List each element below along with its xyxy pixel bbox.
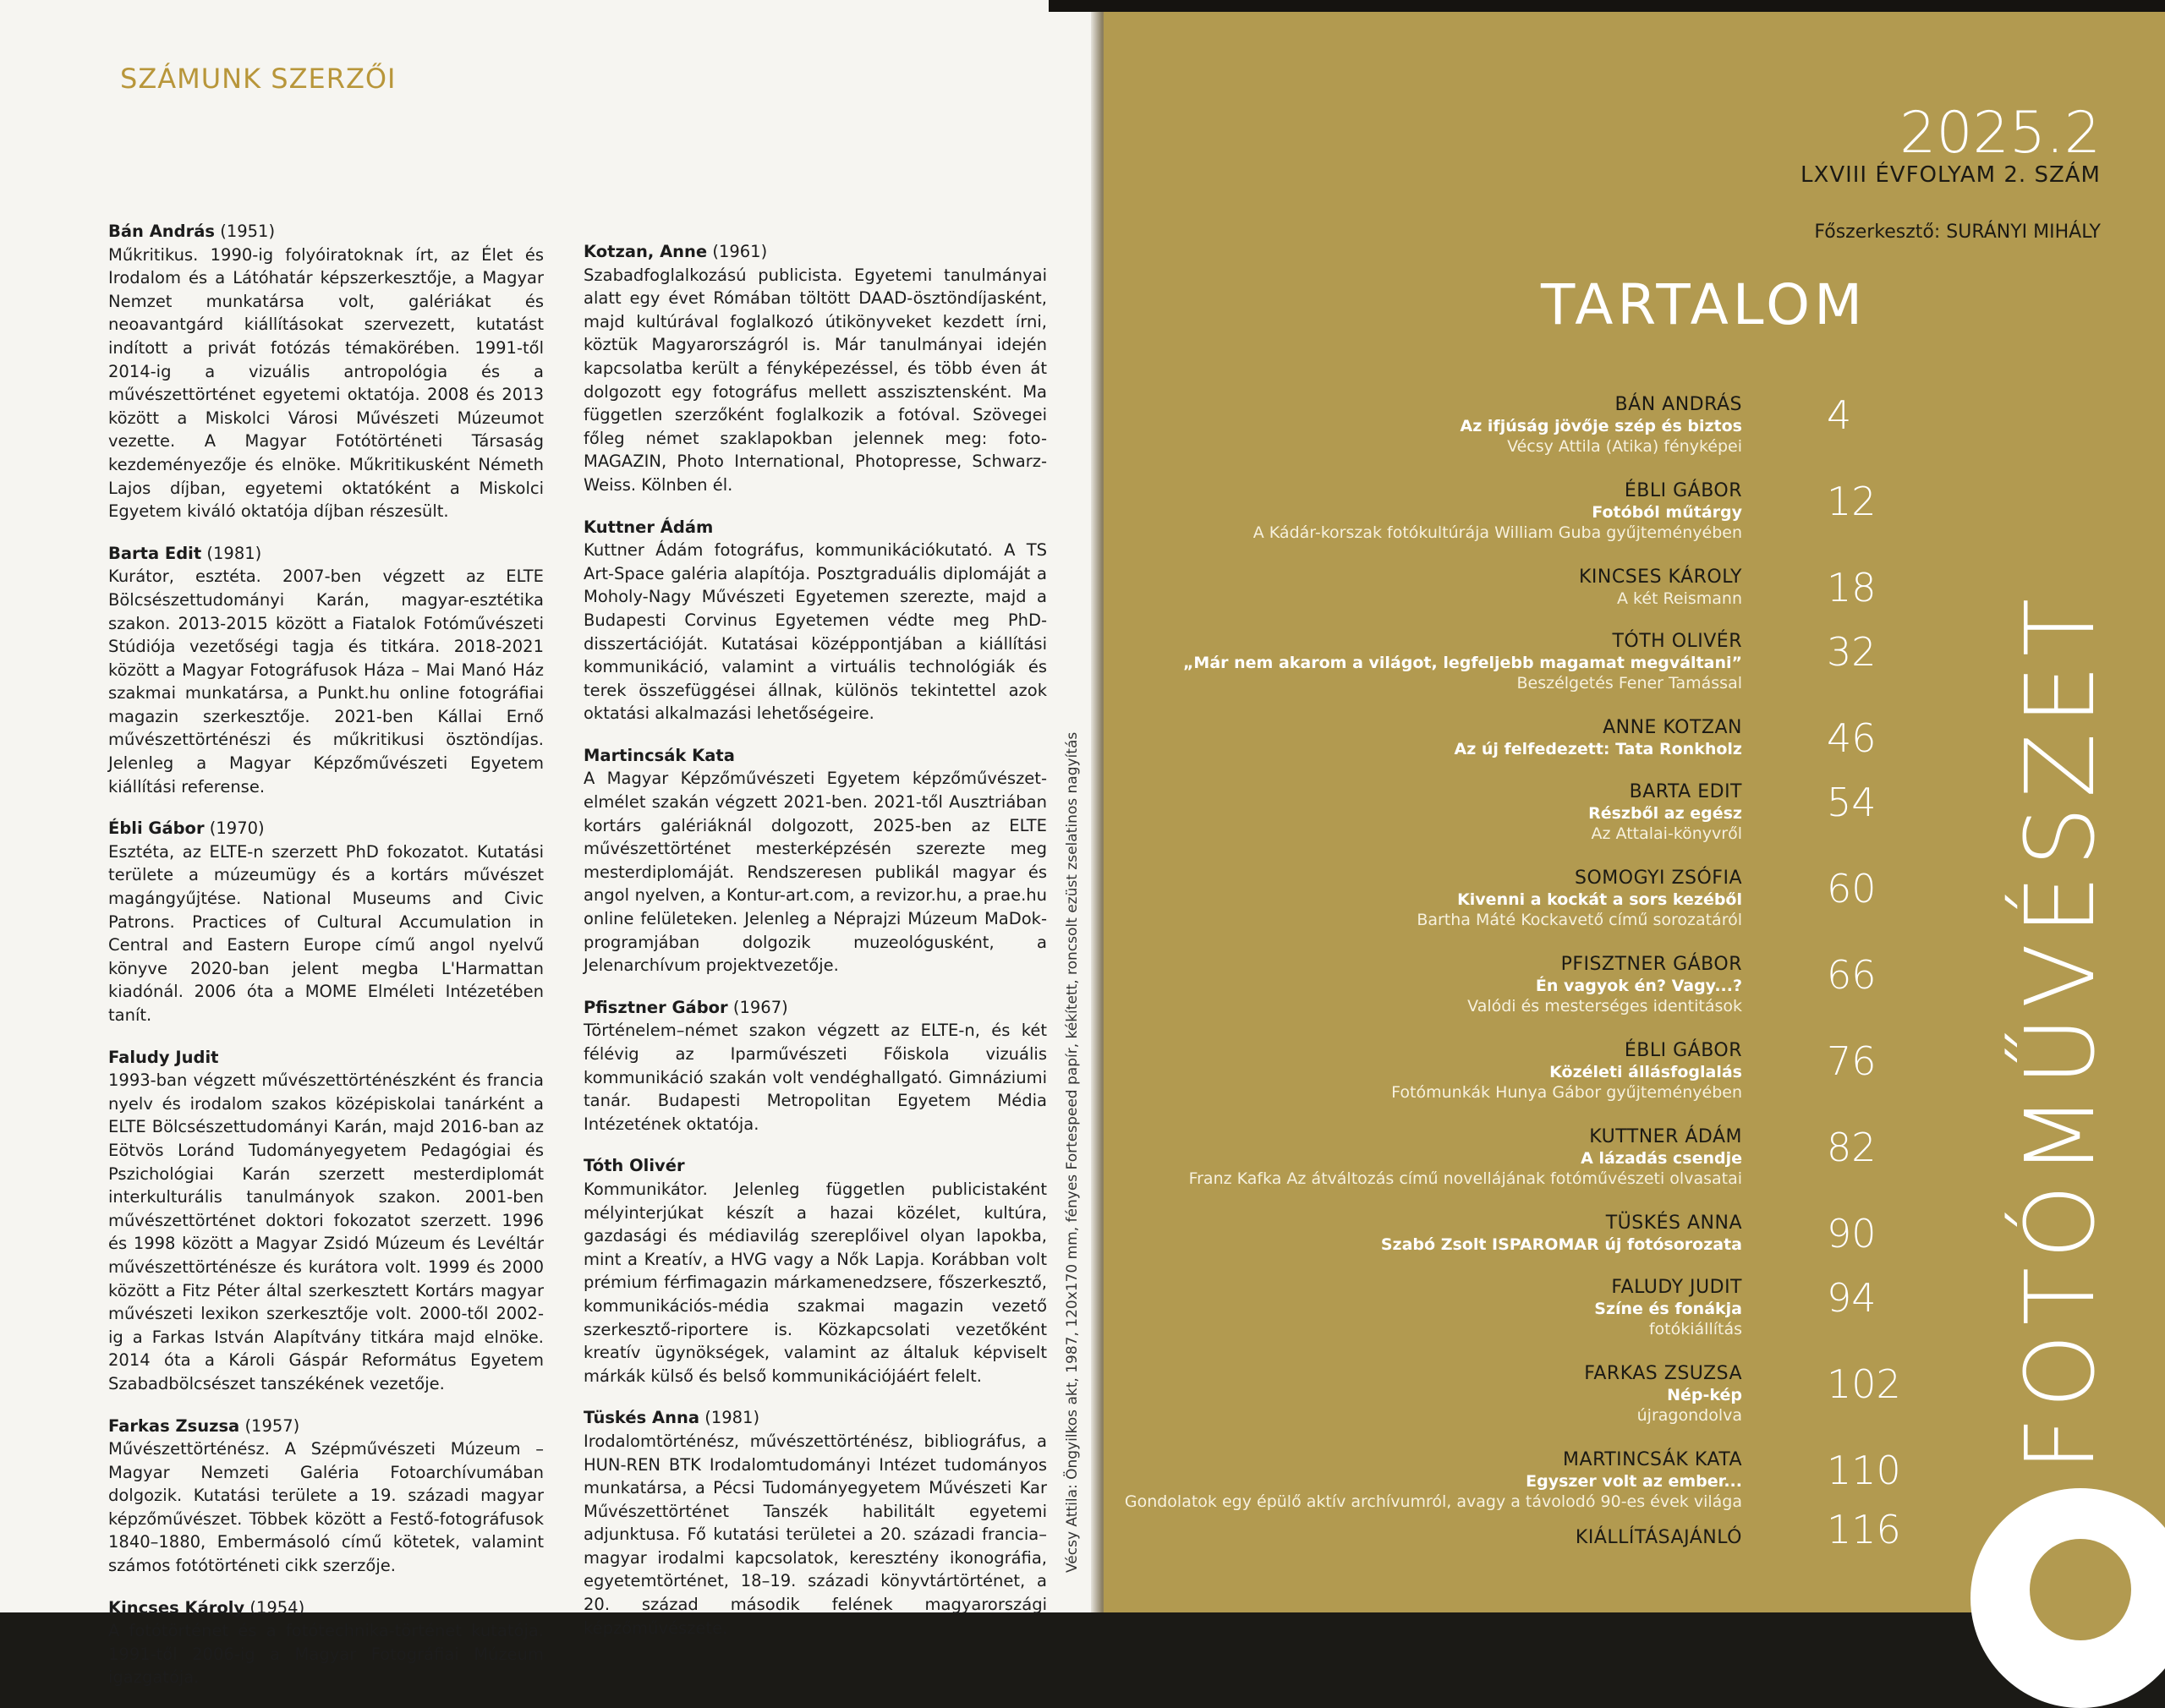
author-entry <box>108 1046 544 1396</box>
toc-subtitle: Franz Kafka Az átváltozás című novellájának fotóművészeti olvasatai <box>1188 1169 1742 1188</box>
author-entry <box>584 744 1047 977</box>
toc-subtitle: A Kádár-korszak fotókultúrája William Guba gyűjteményében <box>1252 523 1742 542</box>
author-year: (1981) <box>704 1408 760 1428</box>
toc-page-number[interactable]: 82 <box>1827 1125 1877 1170</box>
author-entry <box>584 1154 1047 1388</box>
toc-title: Részből az egész <box>1588 804 1742 823</box>
toc-author: BARTA EDIT <box>1629 781 1742 802</box>
toc-subtitle: Valódi és mesterséges identitások <box>1467 997 1742 1015</box>
author-bio: Történelem–német szakon végzett az ELTE-n, és két félévig az Iparművészeti Főiskola vizuális kommunikáció szakán volt vendéghallgató. Gimnáziumi tanár. Budapesti Metropolitan Egyetem Média Intézetének oktatója. <box>584 1021 1047 1134</box>
author-name: Kotzan, Anne <box>584 242 708 261</box>
author-name: Barta Edit <box>108 543 202 563</box>
toc-page-number[interactable]: 94 <box>1827 1275 1877 1321</box>
toc-author: ÉBLI GÁBOR <box>1624 480 1742 501</box>
toc-subtitle: fotókiállítás <box>1648 1320 1742 1338</box>
scan-edge <box>1049 0 2165 12</box>
author-entry <box>108 1415 544 1578</box>
toc-title: Én vagyok én? Vagy...? <box>1535 977 1742 995</box>
toc-author: MARTINCSÁK KATA <box>1563 1449 1742 1470</box>
author-name: Kincses Károly <box>108 1597 245 1618</box>
toc-page-number[interactable]: 18 <box>1827 565 1877 610</box>
toc-author: KIÁLLÍTÁSAJÁNLÓ <box>1575 1527 1742 1548</box>
author-entry <box>108 220 544 523</box>
toc-author: ÉBLI GÁBOR <box>1624 1040 1742 1061</box>
toc-entry[interactable] <box>1183 631 1742 693</box>
toc-author: ANNE KOTZAN <box>1603 717 1742 738</box>
toc-author: KUTTNER ÁDÁM <box>1589 1126 1742 1147</box>
author-bio: Kommunikátor. Jelenleg független publicistaként mélyinterjúkat készít a hazai közélet, kultúra, gazdasági és médiavilág szereplőivel olyan lapokba, mint a Kreatív, a HVG vagy a Nők Lapja. Korábban volt prémium férfimagazin márkamenedzsere, főszerkesztő, kommunikációs-média szakmai magazin vezető szerkesztő-riportere is. Közkapcsolati vezetőként kreatív ügynökségek, valamint az általuk képviselt márkák külső és belső kommunikációjáért felelt. <box>584 1179 1047 1386</box>
toc-entry[interactable] <box>1584 1363 1742 1426</box>
toc-subtitle: Bartha Máté Kockavető című sorozatáról <box>1417 911 1742 929</box>
photo-credit-text: Vécsy Attila: Öngyilkos akt, 1987, 120x170 mm, fényes Fortespeed papír, kékített, roncsolt ezüst zselatinos nagyítás <box>1064 731 1081 1573</box>
author-bio: Kurátor, esztéta. 2007-ben végzett az ELTE Bölcsészettudományi Karán, magyar-esztétika szakon. 2013-2015 között a Fiatalok Fotóművészeti Stúdiója vezetőségi tagja és titkára. 2018-2021 között a Magyar Fotográfusok Háza – Mai Manó Ház szakmai munkatársa, a Punkt.hu online fotográfiai magazin szerkesztője. 2021-ben Kállai Ernő művészettörténészi és műkritikusi ösztöndíjas. Jelenleg a Magyar Képzőművészeti Egyetem kiállítási referense. <box>108 567 544 797</box>
toc-page-number[interactable]: 116 <box>1827 1507 1901 1552</box>
author-name: Faludy Judit <box>108 1047 219 1067</box>
toc-page-number[interactable]: 66 <box>1827 952 1877 998</box>
toc-title: Szabó Zsolt ISPAROMAR új fotósorozata <box>1380 1235 1742 1254</box>
authors-column-2 <box>584 240 1047 1658</box>
toc-author: FARKAS ZSUZSA <box>1584 1363 1742 1384</box>
author-year: (1981) <box>206 543 262 563</box>
author-name: Pfisztner Gábor <box>584 997 728 1017</box>
toc-page-number[interactable]: 102 <box>1827 1361 1901 1407</box>
volume-label: LXVIII ÉVFOLYAM 2. SZÁM <box>1801 162 2101 188</box>
author-entry <box>584 1406 1047 1640</box>
toc-page-number[interactable]: 46 <box>1827 715 1877 761</box>
toc-entry[interactable] <box>1125 1449 1742 1512</box>
toc-subtitle: Vécsy Attila (Atika) fényképei <box>1507 437 1742 456</box>
toc-subtitle: A két Reismann <box>1617 589 1742 608</box>
toc-author: FALUDY JUDIT <box>1611 1277 1742 1298</box>
toc-title: Kivenni a kockát a sors kezéből <box>1457 890 1742 909</box>
author-bio: Műkritikus. 1990-ig folyóiratoknak írt, az Élet és Irodalom és a Látóhatár képszerkesztője, a Magyar Nemzet munkatársa volt, galériákat és neoavantgárd kiállításokat szervezett, kutatást indított a privát fotózás témakörében. 1991-től 2014-ig a vizuális antropológia és a művészettörténet egyetemi oktatója. 2008 és 2013 között a Miskolci Városi Művészeti Múzeumot vezette. A Magyar Fotótörténeti Társaság kezdeményezője és elnöke. Műkritikusként Németh Lajos díjban, egyetemi oktatóként a Miskolci Egyetem kiváló oktatója díjban részesült. <box>108 244 544 522</box>
author-year: (1970) <box>209 818 265 839</box>
toc-subtitle: Fotómunkák Hunya Gábor gyűjteményében <box>1391 1083 1742 1102</box>
toc-entry[interactable] <box>1381 1213 1742 1255</box>
author-entry <box>584 996 1047 1136</box>
author-year: (1957) <box>244 1415 300 1436</box>
issue-number: 2025.2 <box>1899 100 2101 167</box>
toc-page-number[interactable]: 60 <box>1827 866 1877 911</box>
author-name: Ébli Gábor <box>108 818 205 839</box>
toc-title: Az új felfedezett: Tata Ronkholz <box>1454 740 1742 758</box>
toc-page-number[interactable]: 4 <box>1827 392 1852 438</box>
toc-author: PFISZTNER GÁBOR <box>1560 954 1742 975</box>
toc-title: A lázadás csendje <box>1581 1149 1742 1168</box>
toc-title: Fotóból műtárgy <box>1592 503 1742 522</box>
author-entry <box>108 1596 544 1689</box>
toc-subtitle: újragondolva <box>1636 1406 1742 1425</box>
editor-in-chief: Főszerkesztő: SURÁNYI MIHÁLY <box>1814 222 2101 243</box>
toc-title: Nép-kép <box>1667 1386 1742 1404</box>
toc-entry[interactable] <box>1454 717 1742 759</box>
author-year: (1961) <box>712 242 768 261</box>
toc-page-number[interactable]: 54 <box>1827 780 1877 825</box>
toc-subtitle: Az Attalai-könyvről <box>1591 824 1742 843</box>
toc-entry[interactable] <box>1579 567 1742 609</box>
toc-entry[interactable] <box>1253 480 1742 543</box>
toc-page-number[interactable]: 12 <box>1827 479 1877 524</box>
toc-subtitle: Gondolatok egy épülő aktív archívumról, avagy a távolodó 90-es évek világa <box>1124 1492 1742 1511</box>
toc-title: Az ifjúság jövője szép és biztos <box>1460 417 1742 435</box>
toc-entry[interactable] <box>1467 954 1742 1016</box>
author-entry <box>584 516 1047 725</box>
author-bio: Szabadfoglalkozású publicista. Egyetemi tanulmányai alatt egy évet Rómában töltött DAAD-ösztöndíjasként, majd kultúrával foglalkozó útikönyveket kezdett írni, köztük Magyarországról is. Már tanulmányai idején kapcsolatba került a fényképezéssel, és több éven át dolgozott egy fotográfus mellett asszisztensként. Ma független szerzőként foglalkozik a fotóval. Szövegei főleg német szaklapokban jelennek meg: foto-MAGAZIN, Photo International, Photopresse, Schwarz-Weiss. Kölnben él. <box>584 265 1047 495</box>
toc-entry[interactable] <box>1594 1277 1742 1339</box>
author-bio: 1993-ban végzett művészettörténészként és francia nyelv és irodalom szakos középiskolai tanárként a ELTE Bölcsészettudományi Karán, majd 2016-ban az Eötvös Loránd Tudományegyetem Pedagógiai és Pszichológiai Karán szerzett mesterdiplomát interkulturális tanulmányok szakon. 2001-ben művészettörténet doktori fokozatot szerzett. 1996 és 1998 között a Magyar Zsidó Múzeum és Levéltár művészettörténésze és kurátora volt. 1999 és 2000 között a Fitz Péter által szerkesztett Kortárs magyar művészeti lexikon szerkesztője volt. 2000-től 2002-ig a Farkas István Alapítvány titkára majd elnöke. 2014 óta a Károli Gáspár Református Egyetem Szabadbölcsészet tanszékének vezetője. <box>108 1070 544 1393</box>
toc-author: KINCSES KÁROLY <box>1578 567 1742 588</box>
author-name: Kuttner Ádám <box>584 517 714 537</box>
author-bio: A Magyar Képzőművészeti Egyetem képzőművészet-elmélet szakán végzett 2021-ben. 2021-től Ausztriában kortárs galériáknál dolgozott, 2025-ben az ELTE művészettörténet mesterképzésén szerezte meg mesterdiplomáját. Rendszeresen publikál magyar és angol nyelven, a Kontur-art.com, a revizor.hu, a prae.hu online felületeken. Jelenleg a Néprajzi Múzeum MaDok-programjában dolgozik muzeológusként, a Jelenarchívum projektvezetője. <box>584 769 1047 976</box>
author-bio: Kuttner Ádám fotográfus, kommunikációkutató. A TS Art-Space galéria alapítója. Posztgraduális diplomáját a Moholy-Nagy Művészeti Egyetemen szerezte, majd a Budapesti Corvinus Egyetemen védte meg PhD-disszertációját. Kutatásai középpontjában a kiállítási kommunikáció, valamint a virtuális technológiák és terek összefüggései állnak, különös tekintettel azok oktatási alkalmazási lehetőségeire. <box>584 540 1047 724</box>
author-bio: Esztéta, az ELTE-n szerzett PhD fokozatot. Kutatási területe a múzeumügy és a kortárs művészet magángyűjtése. National Museums and Civic Patrons. Practices of Cultural Accumulation in Central and Eastern Europe című angol nyelvű könyve 2020-ban jelent megba L'Harmattan kiadónál. 2006 óta a MOME Elméleti Intézetében tanít. <box>108 841 544 1025</box>
toc-title: „Már nem akarom a világot, legfeljebb magamat megváltani” <box>1182 654 1742 672</box>
toc-title: Egyszer volt az ember... <box>1526 1472 1742 1491</box>
author-name: Farkas Zsuzsa <box>108 1415 240 1436</box>
toc-page-number[interactable]: 90 <box>1827 1211 1877 1256</box>
toc-entry[interactable] <box>1461 394 1742 457</box>
magazine-title <box>1998 541 2116 1471</box>
toc-page-number[interactable]: 110 <box>1827 1448 1901 1493</box>
toc-heading: TARTALOM <box>1541 272 1867 337</box>
toc-author: BÁN ANDRÁS <box>1614 394 1742 415</box>
author-bio: A fotótörténet és a fotótechnika-történet kutatója. 1991-től 2006-ig a Magyar Fotográfiai Múzeum igazgatója. <box>108 1621 544 1688</box>
toc-entry[interactable] <box>1189 1126 1742 1189</box>
toc-title: Színe és fonákja <box>1594 1300 1742 1318</box>
section-title: SZÁMUNK SZERZŐI <box>120 63 397 95</box>
author-name: Tüskés Anna <box>584 1408 700 1428</box>
toc-entry[interactable] <box>1576 1527 1742 1549</box>
toc-subtitle: Beszélgetés Fener Tamással <box>1516 674 1742 693</box>
author-entry <box>108 542 544 799</box>
toc-entry[interactable] <box>1588 781 1742 844</box>
author-name: Martincsák Kata <box>584 745 735 765</box>
toc-author: TÓTH OLIVÉR <box>1612 631 1742 652</box>
magazine-title-text: FOTÓMŰVÉSZET <box>2006 589 2116 1471</box>
toc-page-number[interactable]: 32 <box>1827 629 1877 675</box>
logo-inner-icon <box>2030 1539 2131 1640</box>
author-year: (1951) <box>220 222 276 241</box>
authors-column-1 <box>108 220 544 1708</box>
author-entry <box>584 240 1047 497</box>
toc-page-number[interactable]: 76 <box>1827 1038 1877 1084</box>
author-bio: Művészettörténész. A Szépművészeti Múzeum – Magyar Nemzeti Galéria Fotoarchívumában dolgozik. Kutatási területe a 19. századi magyar képzőművészet. Többek között a Festő-fotográfusok 1840–1880, Embermásoló című kötetek, valamint számos fotótörténeti cikk szerzője. <box>108 1439 544 1576</box>
toc-author: SOMOGYI ZSÓFIA <box>1575 868 1742 889</box>
toc-entry[interactable] <box>1391 1040 1742 1103</box>
author-entry <box>108 817 544 1026</box>
author-bio: Irodalomtörténész, művészettörténész, bibliográfus, a HUN-REN BTK Irodalomtudományi Intézet tudományos munkatársa, a Pécsi Tudományegyetem Művészeti Kar Művészettörténet Tanszék habilitált egyetemi adjunktusa. Fő kutatási területei a 20. századi francia–magyar irodalmi kapcsolatok, keresztény ikonográfia, egyetemtörténet, 18–19. századi könyvtártörténet, a 20. század második felének magyarországi képzőművészete. <box>584 1431 1047 1638</box>
toc-author: TÜSKÉS ANNA <box>1605 1213 1742 1234</box>
author-name: Bán András <box>108 222 216 241</box>
toc-title: Közéleti állásfoglalás <box>1549 1063 1742 1081</box>
photo-credit <box>1064 731 1084 1573</box>
author-year: (1954) <box>249 1597 305 1618</box>
author-year: (1967) <box>732 997 788 1017</box>
author-name: Tóth Olivér <box>584 1156 685 1176</box>
toc-entry[interactable] <box>1417 868 1742 930</box>
